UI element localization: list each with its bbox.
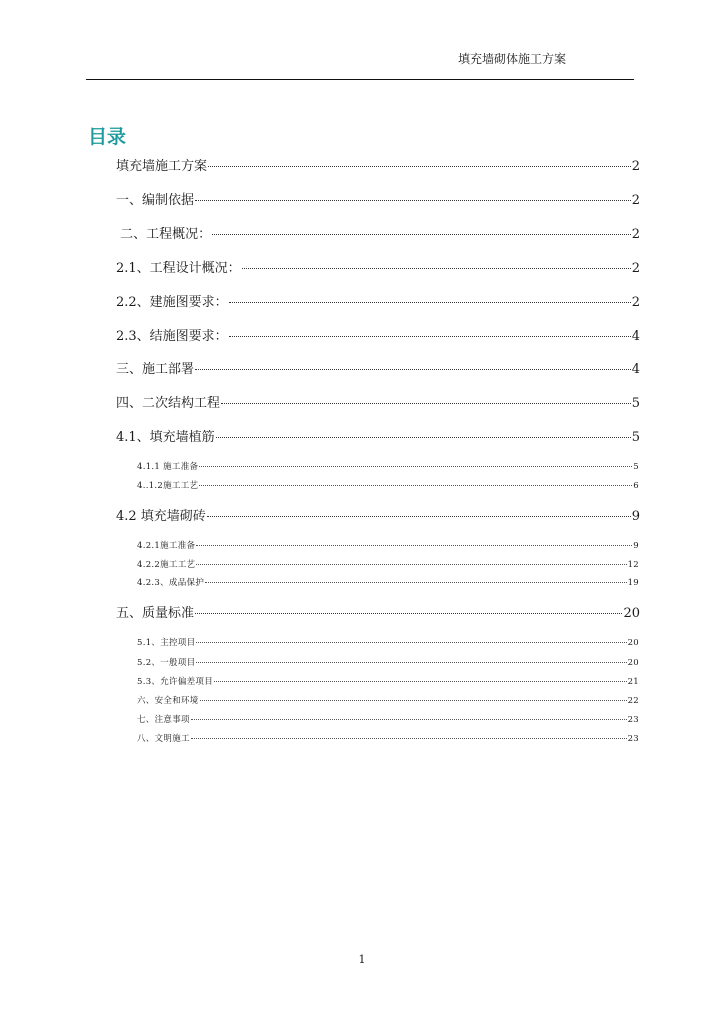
toc-leader-dots	[212, 234, 631, 235]
toc-entry-page: 9	[633, 541, 639, 551]
toc-entry-title: 4.2 填充墙砌砖	[116, 509, 206, 524]
toc-leader-dots	[199, 485, 632, 486]
toc-entry-page: 2	[631, 295, 640, 310]
toc-entry[interactable]	[116, 426, 640, 445]
toc-entry-page: 9	[631, 509, 640, 524]
toc-entry-page: 21	[627, 677, 639, 687]
toc-entry[interactable]	[116, 257, 640, 276]
toc-entry-title: 填充墙施工方案	[116, 159, 208, 174]
toc-entry-page: 22	[627, 696, 639, 706]
toc-entry[interactable]	[116, 325, 640, 344]
toc-entry-page: 6	[633, 481, 639, 491]
toc-entry-title: 2.2、建施图要求：	[116, 295, 228, 310]
toc-entry-title: 一、编制依据	[116, 193, 195, 208]
toc-entry[interactable]	[137, 656, 639, 668]
toc-entry[interactable]	[137, 636, 639, 648]
toc-entry[interactable]	[116, 291, 640, 310]
toc-entry[interactable]	[116, 602, 640, 621]
toc-entry-page: 2	[631, 261, 640, 276]
toc-leader-dots	[195, 200, 631, 201]
toc-entry-page: 20	[627, 658, 639, 668]
toc-entry-page: 20	[627, 638, 639, 648]
page-number: 1	[358, 953, 366, 966]
toc-leader-dots	[200, 700, 627, 701]
toc-entry-title: 2.3、结施图要求：	[116, 329, 228, 344]
toc-entry-page: 5	[631, 396, 640, 411]
toc-leader-dots	[216, 437, 631, 438]
toc-entry[interactable]	[116, 155, 640, 174]
toc-leader-dots	[195, 613, 622, 614]
toc-leader-dots	[221, 403, 631, 404]
toc-entry[interactable]	[137, 460, 639, 472]
toc-entry-title: 4.2.1施工准备	[137, 541, 196, 551]
toc-entry-page: 20	[623, 606, 640, 621]
toc-leader-dots	[196, 662, 626, 663]
toc-entry-page: 4	[631, 362, 640, 377]
toc-entry-title: 二、工程概况：	[116, 227, 212, 242]
toc-entry[interactable]	[137, 694, 639, 706]
toc-leader-dots	[229, 336, 631, 337]
toc-entry-page: 4	[631, 329, 640, 344]
toc-leader-dots	[214, 681, 627, 682]
toc-entry[interactable]	[116, 505, 640, 524]
toc-entry[interactable]	[137, 539, 639, 551]
toc-entry-title: 5.2、一般项目	[137, 658, 196, 668]
toc-leader-dots	[191, 719, 627, 720]
toc-entry-title: 八、文明施工	[137, 734, 190, 744]
header-divider	[86, 79, 634, 80]
toc-entry[interactable]	[116, 358, 640, 377]
toc-leader-dots	[229, 302, 631, 303]
toc-entry-title: 四、二次结构工程	[116, 396, 221, 411]
toc-entry-page: 2	[631, 159, 640, 174]
toc-entry-page: 23	[627, 715, 639, 725]
toc-entry[interactable]	[137, 558, 639, 570]
toc-leader-dots	[242, 268, 631, 269]
toc-entry[interactable]	[116, 392, 640, 411]
toc-leader-dots	[191, 738, 627, 739]
toc-leader-dots	[205, 582, 626, 583]
toc-entry-page: 2	[631, 227, 640, 242]
toc-entry-title: 六、安全和环境	[137, 696, 199, 706]
toc-leader-dots	[196, 564, 626, 565]
toc-entry-title: 5.1、主控项目	[137, 638, 196, 648]
toc-entry-page: 2	[631, 193, 640, 208]
toc-entry[interactable]	[137, 732, 639, 744]
toc-entry-page: 19	[627, 578, 639, 588]
toc-leader-dots	[199, 466, 632, 467]
toc-entry-title: 4.2.2施工工艺	[137, 560, 196, 570]
toc-entry-page: 5	[631, 430, 640, 445]
toc-entry-title: 4.2.3、成品保护	[137, 578, 205, 588]
toc-leader-dots	[195, 369, 631, 370]
toc-leader-dots	[207, 516, 631, 517]
toc-entry-title: 5.3、允许偏差项目	[137, 677, 214, 687]
toc-entry-title: 七、注意事项	[137, 715, 190, 725]
toc-entry-title: 4.1、填充墙植筋	[116, 430, 215, 445]
toc-entry[interactable]	[137, 675, 639, 687]
toc-entry-title: 五、质量标准	[116, 606, 195, 621]
running-header-title: 填充墙砌体施工方案	[458, 52, 567, 66]
toc-leader-dots	[196, 642, 626, 643]
toc-entry[interactable]	[116, 223, 640, 242]
toc-entry[interactable]	[137, 576, 639, 588]
toc-entry-title: 三、施工部署	[116, 362, 195, 377]
toc-entry-page: 23	[627, 734, 639, 744]
toc-heading: 目录	[88, 126, 127, 148]
toc-entry-title: 4.1.1 施工准备	[137, 462, 199, 472]
toc-entry[interactable]	[116, 189, 640, 208]
toc-leader-dots	[208, 166, 631, 167]
toc-entry-page: 12	[627, 560, 639, 570]
toc-entry[interactable]	[137, 713, 639, 725]
toc-entry-title: 2.1、工程设计概况：	[116, 261, 241, 276]
toc-leader-dots	[196, 545, 632, 546]
toc-entry-page: 5	[633, 462, 639, 472]
toc-entry-title: 4..1.2施工工艺	[137, 481, 199, 491]
toc-entry[interactable]	[137, 479, 639, 491]
